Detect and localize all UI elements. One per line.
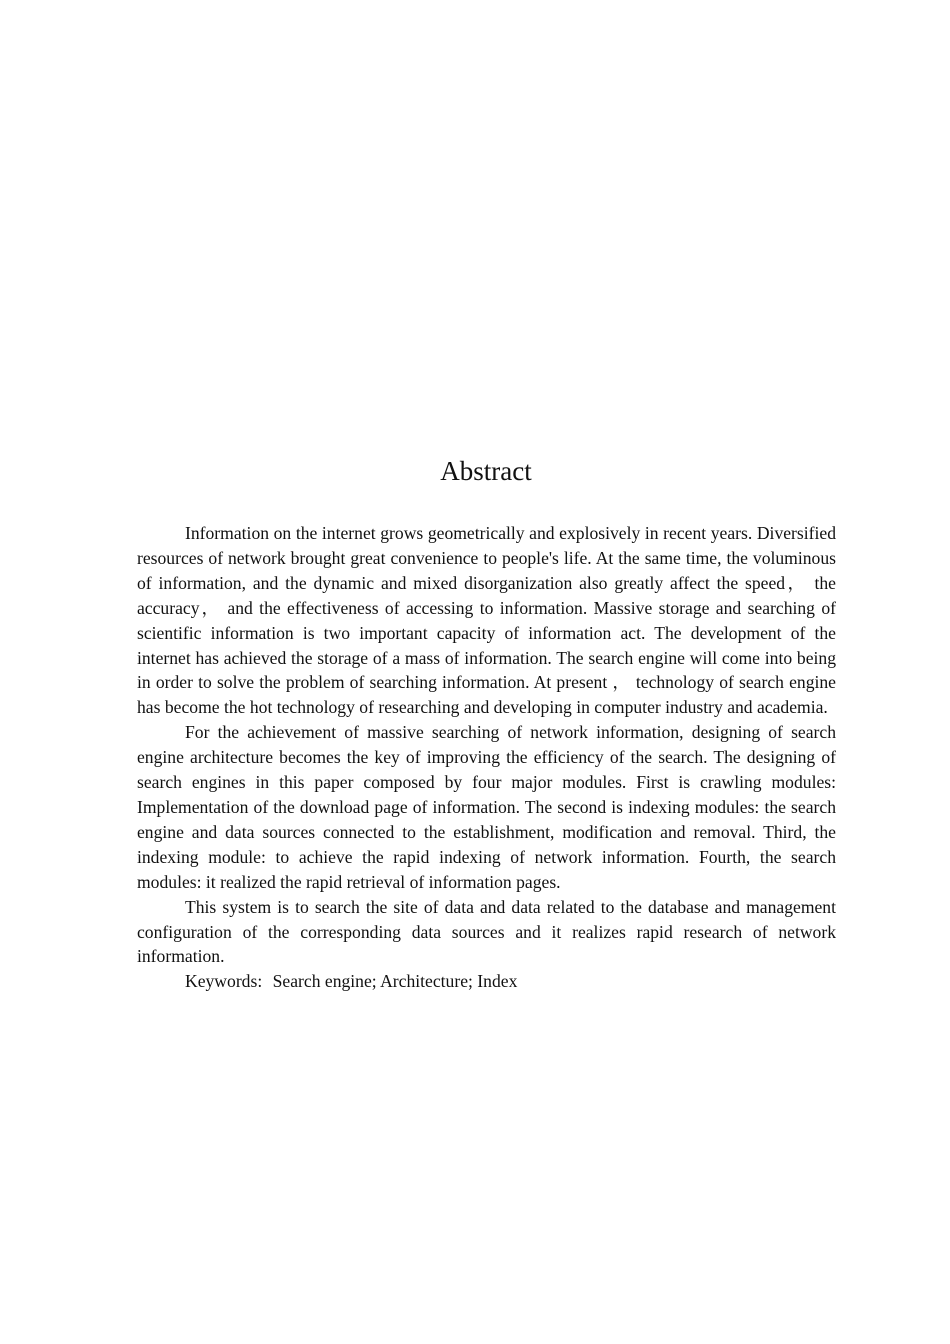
abstract-paragraph-2: For the achievement of massive searching of network information, designing of search engine architecture becomes the key of improving the efficiency of the search. The designing of search engines in this paper composed by four major modules. First is crawling modules: Implementation of the download page of information. The second is indexing modules: the search engine and data sources connected to the establishment, modification and removal. Third, the indexing module: to achieve the rapid indexing of network information. Fourth, the search modules: it realized the rapid retrieval of information pages. bbox=[137, 722, 836, 892]
abstract-body bbox=[137, 521, 836, 994]
keywords-value: Search engine; Architecture; Index bbox=[272, 971, 518, 992]
abstract-title: Abstract bbox=[440, 456, 532, 486]
keywords-label: Keywords: bbox=[185, 971, 263, 992]
abstract-paragraph-1: Information on the internet grows geometrically and explosively in recent years. Diversified resources of network brought great convenience to people's life. At the same time, the voluminous of information, and the dynamic and mixed disorganization also greatly affect the speed， the accuracy， and the effectiveness of accessing to information. Massive storage and searching of scientific information is two important capacity of information act. The development of the internet has achieved the storage of a mass of information. The search engine will come into being in order to solve the problem of searching information. At present ， technology of search engine has become the hot technology of researching and developing in computer industry and academia. bbox=[137, 523, 836, 718]
keywords-line bbox=[137, 969, 836, 994]
abstract-paragraph-3: This system is to search the site of data and data related to the database and management configuration of the corresponding data sources and it realizes rapid research of network information. bbox=[137, 896, 836, 967]
